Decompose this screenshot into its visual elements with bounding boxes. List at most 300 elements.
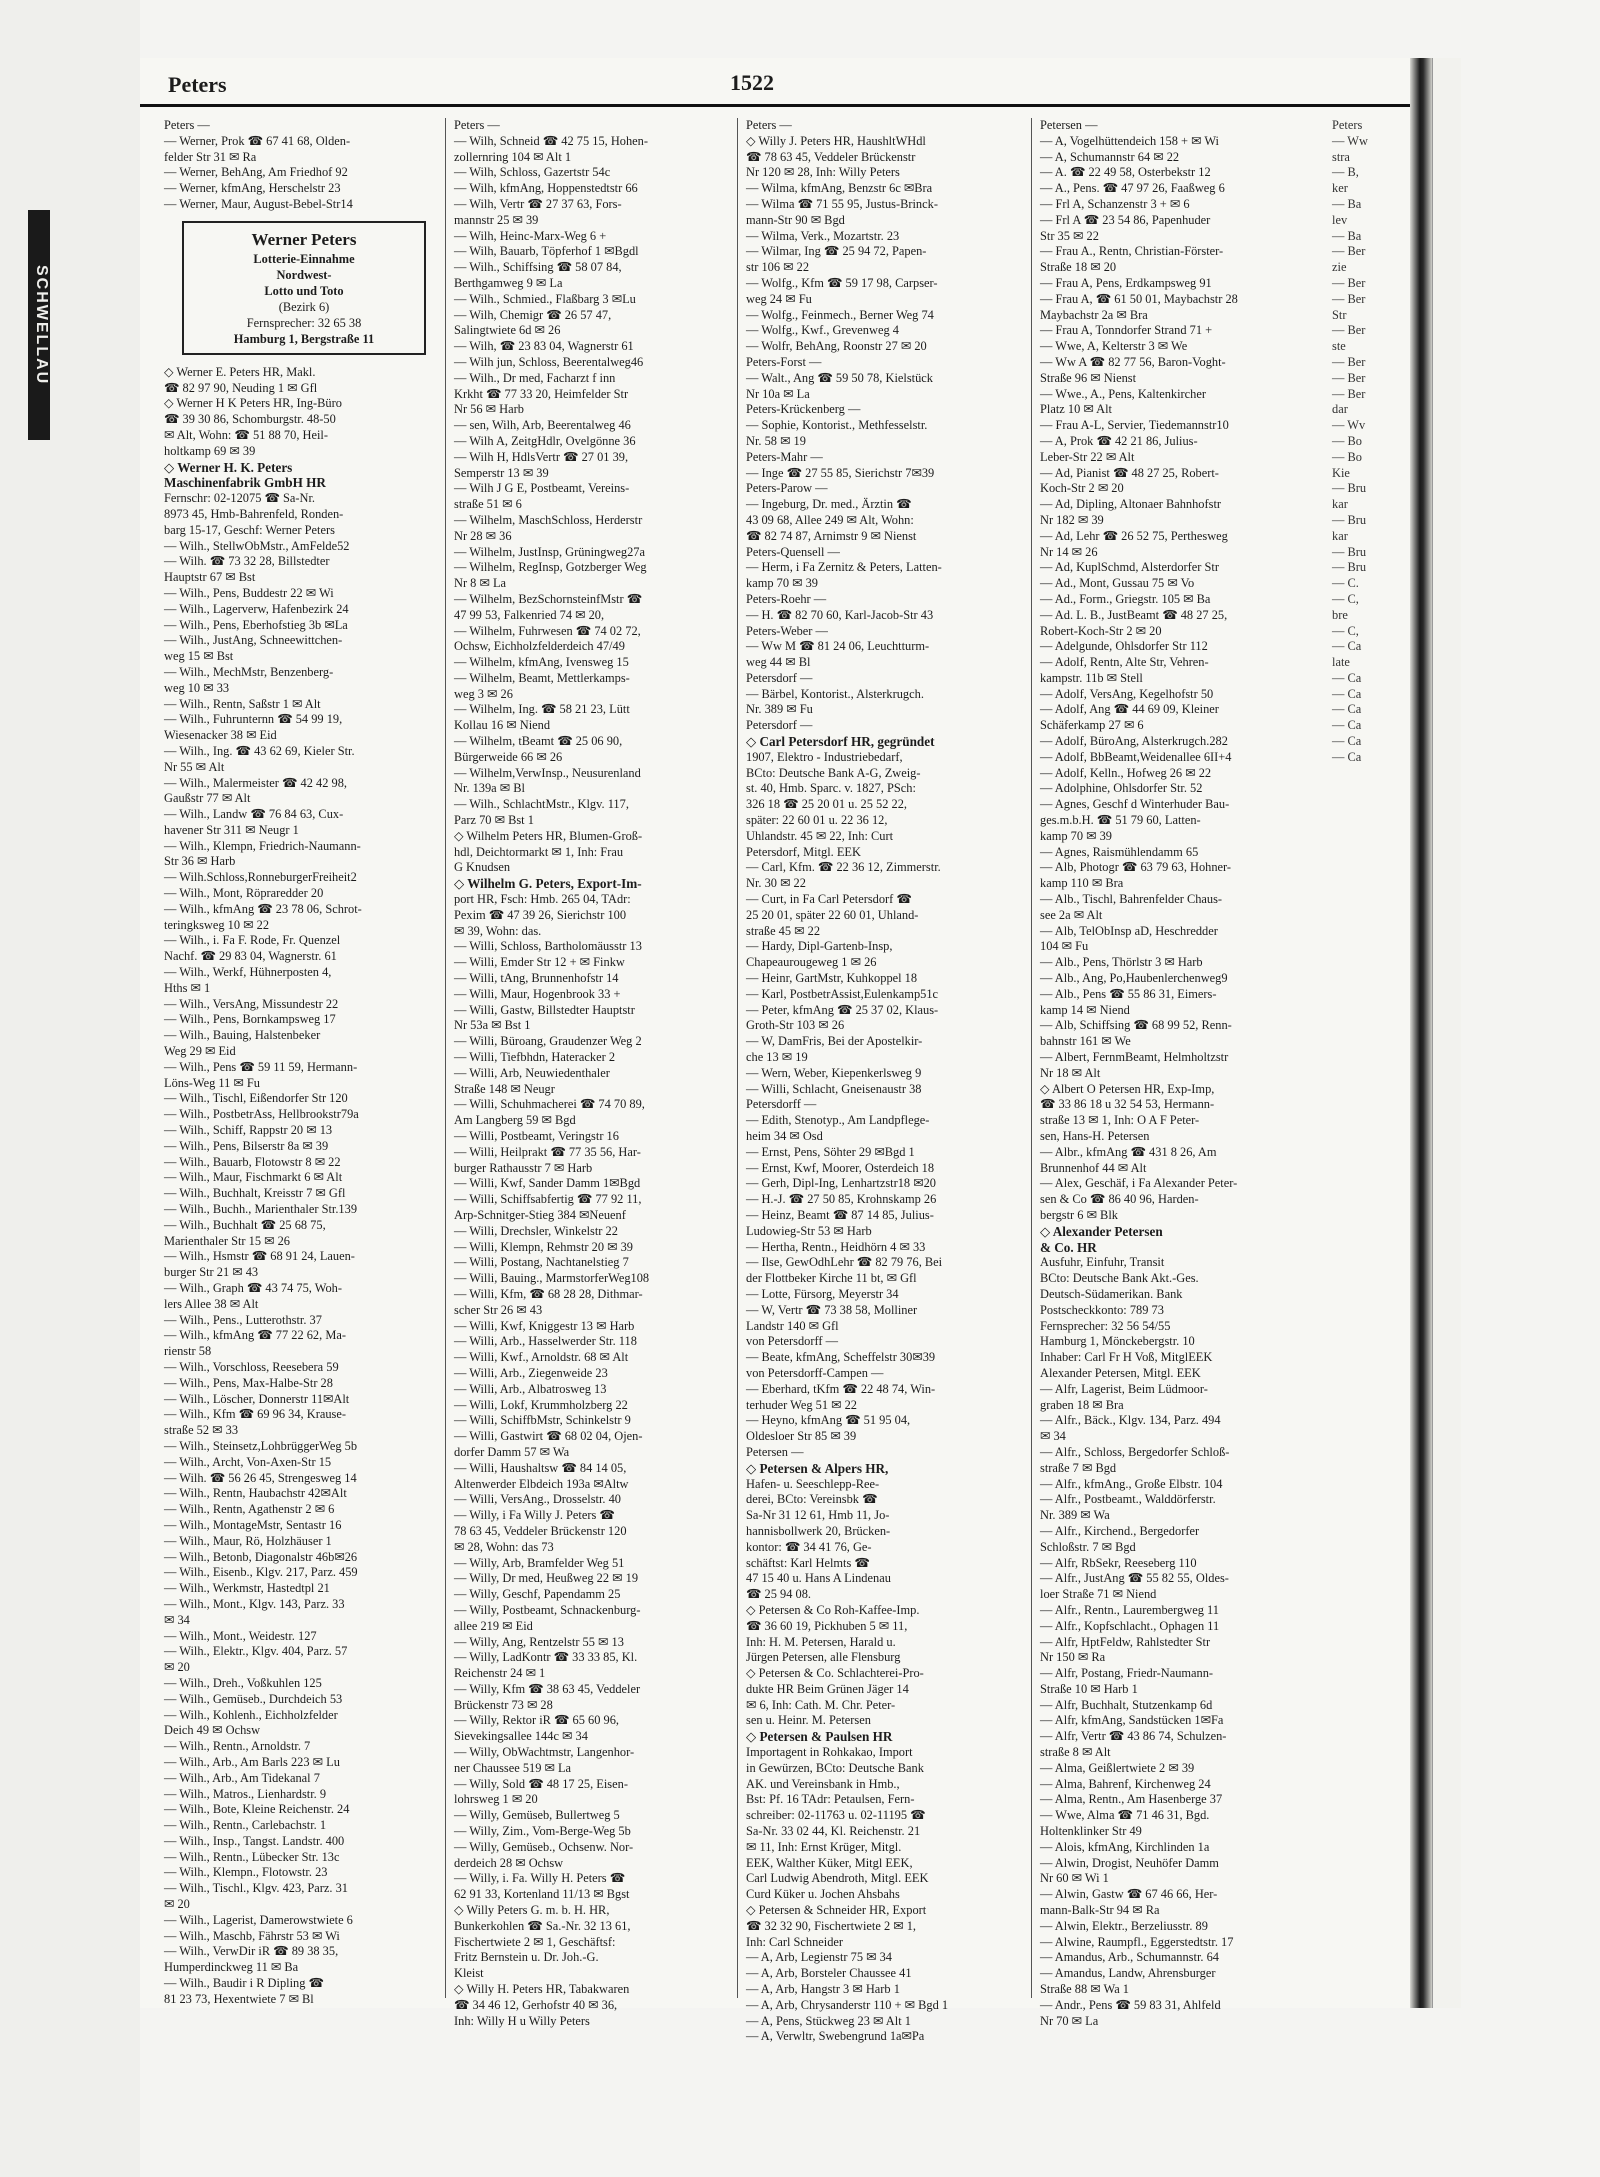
directory-entry: Ochsw, Eichholzfelderdeich 47/49 [454,639,625,654]
directory-entry: Nr 60 ✉ Wi 1 [1040,1871,1109,1886]
advert-line: Nordwest- [276,267,332,282]
directory-entry: — H.-J. ☎ 27 50 85, Krohnskamp 26 [746,1192,937,1207]
directory-entry: — Alwin, Gastw ☎ 67 46 66, Her- [1040,1887,1218,1902]
directory-entry: — Wilh., Dreh., Voßkuhlen 125 [164,1675,322,1690]
directory-entry: — Alwin, Elektr., Berzeliusstr. 89 [1040,1918,1208,1933]
directory-entry: Peters — [454,118,500,132]
directory-entry: — Wilh., Baudir i R Dipling ☎ [164,1976,324,1991]
directory-entry: Nr 55 ✉ Alt [164,759,225,774]
directory-entry: — Alfr, RbSekr, Reeseberg 110 [1040,1555,1197,1570]
directory-entry: kamp 70 ✉ 39 [746,576,818,591]
column-1 [164,118,436,2006]
directory-entry: — Ca [1332,686,1362,701]
directory-entry: — Wilhelm, RegInsp, Gotzberger Weg [454,560,647,575]
directory-entry: — Alfr., JustAng ☎ 55 82 55, Oldes- [1040,1571,1229,1586]
directory-entry: — Willi, Haushaltsw ☎ 84 14 05, [454,1460,627,1475]
directory-entry: ☎ 33 86 18 u 32 54 53, Hermann- [1040,1097,1215,1112]
directory-entry: — Wilh., Insp., Tangst. Landstr. 400 [164,1833,345,1848]
directory-entry: schäftst: Karl Helmts ☎ [746,1555,870,1570]
directory-entry: Inh: H. M. Petersen, Harald u. [746,1634,896,1649]
directory-entry: — A, Prok ☎ 42 21 86, Julius- [1040,433,1198,448]
directory-entry: — A, Arb, Hangstr 3 ✉ Harb 1 [746,1982,900,1997]
directory-entry: ◇ Petersen & Co Roh-Kaffee-Imp. [746,1602,920,1617]
directory-entry: — Frau A., Rentn, Christian-Förster- [1040,244,1224,259]
directory-entry: Peters — [164,118,210,132]
directory-entry: Straße 96 ✉ Nienst [1040,370,1137,385]
directory-entry: — Wilh., Tischl., Klgv. 423, Parz. 31 [164,1881,348,1896]
directory-entry: — Willi, Postang, Nachtanelstieg 7 [454,1255,629,1270]
directory-entry: kamp 110 ✉ Bra [1040,876,1124,891]
directory-entry: — Willi, Arb., Ziegenweide 23 [454,1365,608,1380]
directory-entry: Nr. 139a ✉ Bl [454,781,525,796]
directory-entry: — Ca [1332,639,1362,654]
directory-entry: — Gerh, Dipl-Ing, Lenhartzstr18 ✉20 [746,1176,936,1191]
directory-entry: — Ber [1332,275,1366,290]
directory-entry: — Werner, BehAng, Am Friedhof 92 [164,165,348,180]
directory-entry: — Willi, Schuhmacherei ☎ 74 70 89, [454,1097,645,1112]
directory-entry: straße 52 ✉ 33 [164,1423,239,1438]
directory-entry: — Wilh., Klempn., Flotowstr. 23 [164,1865,328,1880]
directory-entry: Gaußstr 77 ✉ Alt [164,791,251,806]
directory-entry: — Willy, Arb, Bramfelder Weg 51 [454,1555,625,1570]
directory-entry: — Wilh., StellwObMstr., AmFelde52 [164,538,350,553]
directory-entry: — Frau A, Tonndorfer Strand 71 + [1040,323,1213,338]
directory-entry: — Wilh., Rentn., Arnoldstr. 7 [164,1739,311,1754]
directory-entry: — Alfr, Vertr ☎ 43 86 74, Schulzen- [1040,1729,1227,1744]
directory-entry: — Alma, Rentn., Am Hasenberge 37 [1040,1792,1223,1807]
directory-entry: — Alb, Photogr ☎ 63 79 63, Hohner- [1040,860,1232,875]
directory-entry: — Alfr, Postang, Friedr-Naumann- [1040,1666,1214,1681]
directory-entry: — Wilh., Mont., Weidestr. 127 [164,1628,317,1643]
directory-entry: kamp 70 ✉ 39 [1040,828,1112,843]
directory-entry: — Wilh., kfmAng ☎ 77 22 62, Ma- [164,1328,346,1343]
directory-entry: Peters-Krückenberg — [746,402,861,417]
directory-entry: — Willi, Gastw, Billstedter Hauptstr [454,1002,635,1017]
directory-entry: — Wilh., Malermeister ☎ 42 42 98, [164,775,347,790]
directory-entry: Humperdinckweg 11 ✉ Ba [164,1960,299,1975]
directory-entry: — Wilh., Buchhalt, Kreisstr 7 ✉ Gfl [164,1186,346,1201]
directory-entry: — Wilh. ☎ 56 26 45, Strengesweg 14 [164,1470,357,1485]
directory-entry: Nr. 30 ✉ 22 [746,876,806,891]
directory-entry: — Bo [1332,449,1362,464]
directory-entry: — Wolfg., Kwf., Grevenweg 4 [746,323,899,338]
directory-entry: straße 7 ✉ Bgd [1040,1460,1117,1475]
directory-entry: 43 09 68, Allee 249 ✉ Alt, Wohn: [746,512,914,527]
directory-entry: — Ber [1332,323,1366,338]
directory-entry: Peters-Weber — [746,623,828,638]
directory-entry: Importagent in Rohkakao, Import [746,1745,913,1760]
directory-entry: — Heinr, GartMstr, Kuhkoppel 18 [746,971,918,986]
directory-entry: — Wilh., Pens, Bornkampsweg 17 [164,1012,336,1027]
directory-entry: — Adolf, Ang ☎ 44 69 09, Kleiner [1040,702,1219,717]
directory-entry: — Willy, Postbeamt, Schnackenburg- [454,1602,641,1617]
directory-entry: — Alb, Schiffsing ☎ 68 99 52, Renn- [1040,1018,1232,1033]
directory-entry: — Alb., Pens, Thörlstr 3 ✉ Harb [1040,955,1203,970]
directory-entry: — Wilh., kfmAng ☎ 23 78 06, Schrot- [164,901,362,916]
directory-entry: — Wilh J G E, Postbeamt, Vereins- [454,481,630,496]
directory-entry: — Willy, i Fa Willy J. Peters ☎ [454,1508,615,1523]
directory-entry: Nr 18 ✉ Alt [1040,1065,1101,1080]
directory-entry: straße 8 ✉ Alt [1040,1745,1111,1760]
directory-entry: 47 99 53, Falkenried 74 ✉ 20, [454,607,605,622]
directory-entry: Inhaber: Carl Fr H Voß, MitglEEK [1040,1350,1213,1365]
directory-entry: — Willi, Arb., Hasselwerder Str. 118 [454,1334,637,1349]
directory-entry: — sen, Wilh, Arb, Beerentalweg 46 [454,418,631,433]
directory-entry: late [1332,655,1350,670]
directory-entry: Peters — [746,118,792,132]
directory-entry: Krkht ☎ 77 33 20, Heimfelder Str [454,386,629,401]
directory-entry: — Hardy, Dipl-Gartenb-Insp, [746,939,893,954]
directory-entry: ◇ Petersen & Schneider HR, Export [746,1903,927,1918]
directory-entry: — Wern, Weber, Kiepenkerlsweg 9 [746,1065,922,1080]
directory-entry: — Albert, FernmBeamt, Helmholtzstr [1040,1050,1229,1065]
directory-entry: — Andr., Pens ☎ 59 83 31, Ahlfeld [1040,1997,1221,2012]
directory-entry: — Bru [1332,544,1367,559]
directory-entry: — Frl A ☎ 23 54 86, Papenhuder [1040,212,1211,227]
directory-entry: — Inge ☎ 27 55 85, Sierichstr 7✉39 [746,465,935,480]
directory-entry: str 106 ✉ 22 [746,260,810,275]
column-divider [737,118,738,1998]
directory-entry: — Wilh., Tischl, Eißendorfer Str 120 [164,1091,348,1106]
directory-entry: — C. [1332,576,1359,591]
directory-entry: ✉ 20 [164,1660,190,1675]
directory-entry: kampstr. 11b ✉ Stell [1040,670,1143,685]
directory-entry: — Wilh., PostbetrAss, Hellbrookstr79a [164,1107,359,1122]
directory-entry: BCto: Deutsche Bank Akt.-Ges. [1040,1271,1199,1286]
directory-entry: Peters-Parow — [746,481,828,496]
directory-entry: Alexander Petersen, Mitgl. EEK [1040,1365,1201,1380]
directory-entry: sen u. Heinr. M. Petersen [746,1713,871,1728]
directory-entry: — Wilhelm, tBeamt ☎ 25 06 90, [454,734,623,749]
directory-entry: — Bru [1332,512,1367,527]
directory-entry: — Herm, i Fa Zernitz & Peters, Latten- [746,560,942,575]
directory-entry: — Ca [1332,670,1362,685]
directory-entry: — Willi, Schiffsabfertig ☎ 77 92 11, [454,1192,642,1207]
directory-entry: hdl, Deichtormarkt ✉ 1, Inh: Frau [454,844,624,859]
directory-entry: Bst: Pf. 16 TAdr: Petaulsen, Fern- [746,1792,915,1807]
directory-entry: — Willy, Gemüseb, Bullertweg 5 [454,1808,620,1823]
directory-entry: — Wilma, Verk., Mozartstr. 23 [746,228,900,243]
directory-entry: — Amandus, Landw, Ahrensburger [1040,1966,1216,1981]
directory-entry: — Alma, Geißlertwiete 2 ✉ 39 [1040,1760,1195,1775]
directory-entry: Straße 148 ✉ Neugr [454,1081,555,1096]
directory-entry: Schloßstr. 7 ✉ Bgd [1040,1539,1136,1554]
directory-entry: Str 35 ✉ 22 [1040,228,1099,243]
directory-entry: Peters [1332,118,1363,132]
directory-entry: Nr. 389 ✉ Wa [1040,1508,1110,1523]
directory-entry: — Wolfg., Kfm ☎ 59 17 98, Carpser- [746,275,938,290]
directory-entry: allee 219 ✉ Eid [454,1618,533,1633]
directory-entry: — Ww A ☎ 82 77 56, Baron-Voght- [1040,354,1226,369]
directory-entry: — Alois, kfmAng, Kirchlinden 1a [1040,1839,1210,1854]
directory-entry: zollernring 104 ✉ Alt 1 [454,149,572,164]
directory-entry: — Adolphine, Ohlsdorfer Str. 52 [1040,781,1203,796]
directory-entry: — Wilh., Rentn, Agathenstr 2 ✉ 6 [164,1502,335,1517]
directory-entry: — Wilh., Hsmstr ☎ 68 91 24, Lauen- [164,1249,355,1264]
directory-entry: — Alfr., Schloss, Bergedorfer Schloß- [1040,1444,1230,1459]
directory-entry: — A., Pens. ☎ 47 97 26, Faaßweg 6 [1040,181,1225,196]
directory-entry: kar [1332,528,1348,543]
directory-entry: in Gewürzen, BCto: Deutsche Bank [746,1760,924,1775]
directory-entry: — Wilh., Kohlenh., Eichholzfelder [164,1707,338,1722]
directory-entry: — Edith, Stenotyp., Am Landpflege- [746,1113,930,1128]
directory-entry: — Ad, KuplSchmd, Alsterdorfer Str [1040,560,1219,575]
advert-line: (Bezirk 6) [278,299,330,314]
directory-entry: — Alb., Pens ☎ 55 86 31, Eimers- [1040,986,1217,1001]
directory-entry: 1907, Elektro - Industriebedarf, [746,749,903,764]
directory-entry: — Curt, in Fa Carl Petersdorf ☎ [746,892,912,907]
directory-entry: — Agnes, Geschf d Winterhuder Bau- [1040,797,1230,812]
directory-entry: — Alfr, Lagerist, Beim Lüdmoor- [1040,1381,1208,1396]
directory-entry: 326 18 ☎ 25 20 01 u. 25 52 22, [746,797,908,812]
directory-entry: — Alfr., Kirchend., Bergedorfer [1040,1523,1200,1538]
directory-entry: port HR, Fsch: Hmb. 265 04, TAdr: [454,892,631,907]
directory-entry: — Peter, kfmAng ☎ 25 37 02, Klaus- [746,1002,939,1017]
directory-entry: burger Str 21 ✉ 43 [164,1265,259,1280]
directory-entry: — Wilh., Schiff, Rappstr 20 ✉ 13 [164,1123,333,1138]
directory-entry: — Willi, SchiffbMstr, Schinkelstr 9 [454,1413,631,1428]
directory-entry: ✉ Alt, Wohn: ☎ 51 88 70, Heil- [164,427,328,442]
directory-entry: — Wilh., Rentn., Carlebachstr. 1 [164,1818,327,1833]
directory-entry: — Wilhelm, Beamt, Mettlerkamps- [454,670,630,685]
directory-entry: — Wilh., Maur, Fischmarkt 6 ✉ Alt [164,1170,343,1185]
directory-entry: — Karl, PostbetrAssist,Eulenkamp51c [746,986,939,1001]
directory-entry: Parz 70 ✉ Bst 1 [454,813,534,828]
directory-entry: ◇ Wilhelm G. Peters, Export-Im- [454,876,642,892]
directory-entry: — C, [1332,591,1359,606]
directory-entry: Fischertwiete 2 ✉ 1, Geschäftsf: [454,1934,616,1949]
directory-entry: — Wilma ☎ 71 55 95, Justus-Brinck- [746,196,938,211]
directory-entry: — Albr., kfmAng ☎ 431 8 26, Am [1040,1144,1217,1159]
directory-entry: — Willi, Drechsler, Winkelstr 22 [454,1223,618,1238]
directory-entry: — Willi, Schlacht, Gneisenaustr 38 [746,1081,922,1096]
directory-entry: — Wilh., Bauing, Halstenbeker [164,1028,321,1043]
directory-entry: havener Str 311 ✉ Neugr 1 [164,822,299,837]
directory-entry: — Wilh jun, Schloss, Beerentalweg46 [454,354,644,369]
directory-entry: ✉ 6, Inh: Cath. M. Chr. Peter- [746,1697,896,1712]
directory-entry: Marienthaler Str 15 ✉ 26 [164,1233,290,1248]
directory-entry: — Wilh., Kfm ☎ 69 96 34, Krause- [164,1407,346,1422]
directory-entry: dukte HR Beim Grünen Jäger 14 [746,1681,909,1696]
directory-entry: — Wilma, kfmAng, Benzstr 6c ✉Bra [746,181,933,196]
directory-entry: — Wilh., Löscher, Donnerstr 11✉Alt [164,1391,350,1406]
directory-entry: lers Allee 38 ✉ Alt [164,1296,259,1311]
directory-entry: — Willi, Lokf, Krummholzberg 22 [454,1397,628,1412]
directory-entry: — Wilh., Archt, Von-Axen-Str 15 [164,1454,332,1469]
directory-entry: der Flottbeker Kirche 11 bt, ✉ Gfl [746,1271,917,1286]
directory-entry: weg 10 ✉ 33 [164,680,230,695]
directory-entry: — Alma, Bahrenf, Kirchenweg 24 [1040,1776,1211,1791]
advert-box [182,221,426,355]
directory-entry: Carl Ludwig Abendroth, Mitgl. EEK [746,1871,929,1886]
directory-entry: ◇ Alexander Petersen [1040,1223,1163,1239]
directory-entry: straße 45 ✉ 22 [746,923,821,938]
directory-entry: Peters-Roehr — [746,591,827,606]
directory-entry: — Wilh A, ZeitgHdlr, Ovelgönne 36 [454,433,636,448]
directory-entry: Deutsch-Südamerikan. Bank [1040,1286,1183,1301]
directory-entry: — Wilh., VerwDir iR ☎ 89 38 35, [164,1944,339,1959]
directory-entry: — Wilh., Pens, Buddestr 22 ✉ Wi [164,585,334,600]
directory-entry: Nachf. ☎ 29 83 04, Wagnerstr. 61 [164,949,337,964]
directory-entry: — Ber [1332,244,1366,259]
directory-entry: — Wilh., Gemüseb., Durchdeich 53 [164,1691,343,1706]
directory-entry: — Alb, TelObInsp aD, Heschredder [1040,923,1218,938]
directory-entry: — Bo [1332,433,1362,448]
directory-entry: — Willy, ObWachtmstr, Langenhor- [454,1745,635,1760]
directory-entry: — Werner, kfmAng, Herschelstr 23 [164,181,341,196]
directory-entry: derei, BCto: Vereinsbk ☎ [746,1492,878,1507]
directory-entry: — Willy, Gemüseb., Ochsenw. Nor- [454,1839,634,1854]
directory-entry: 78 63 45, Veddeler Brückenstr 120 [454,1523,627,1538]
directory-entry: — Ernst, Kwf, Moorer, Osterdeich 18 [746,1160,935,1175]
directory-entry: — A, Arb, Chrysanderstr 110 + ✉ Bgd 1 [746,1997,949,2012]
directory-entry: Str [1332,307,1347,322]
directory-entry: kar [1332,497,1348,512]
directory-entry: — Adelgunde, Ohlsdorfer Str 112 [1040,639,1208,654]
directory-entry: — Alwin, Drogist, Neuhöfer Damm [1040,1855,1219,1870]
directory-entry: Petersdorf — [746,718,813,733]
directory-entry: — Willy, Geschf, Papendamm 25 [454,1587,621,1602]
directory-entry: Wiesenacker 38 ✉ Eid [164,728,277,743]
directory-entry: — Alfr., Bäck., Klgv. 134, Parz. 494 [1040,1413,1221,1428]
directory-entry: — Wilh, ☎ 23 83 04, Wagnerstr 61 [454,339,634,354]
directory-entry: Petersdorf — [746,670,813,685]
directory-entry: — Hertha, Rentn., Heidhörn 4 ✉ 33 [746,1239,926,1254]
directory-entry: — Willy, Zim., Vom-Berge-Weg 5b [454,1824,631,1839]
directory-entry: Petersdorf, Mitgl. EEK [746,844,861,859]
directory-entry: Nr 70 ✉ La [1040,2013,1099,2028]
advert-lines [188,251,420,331]
directory-entry: — Wilh. ☎ 73 32 28, Billstedter [164,554,330,569]
directory-entry: Arp-Schnitger-Stieg 384 ✉Neuenf [454,1207,626,1222]
directory-entry: ner Chaussee 519 ✉ La [454,1760,572,1775]
left-margin [0,0,140,2177]
directory-entry: scher Str 26 ✉ 43 [454,1302,543,1317]
directory-entry: — Willy, Ang, Rentzelstr 55 ✉ 13 [454,1634,624,1649]
directory-entry: — Bru [1332,481,1367,496]
directory-entry: Maschinenfabrik GmbH HR [164,475,326,491]
columns [164,118,1410,2044]
directory-entry: — Ilse, GewOdhLehr ☎ 82 79 76, Bei [746,1255,943,1270]
directory-entry: — Ad., Mont, Gussau 75 ✉ Vo [1040,576,1195,591]
directory-entry: terhuder Weg 51 ✉ 22 [746,1397,858,1412]
directory-entry: 104 ✉ Fu [1040,939,1089,954]
directory-entry: Oldesloer Str 85 ✉ 39 [746,1429,857,1444]
directory-entry: ◇ Willy H. Peters HR, Tabakwaren [454,1982,630,1997]
directory-entry: Pexim ☎ 47 39 26, Sierichstr 100 [454,907,627,922]
directory-entry: — Adolf, VersAng, Kegelhofstr 50 [1040,686,1214,701]
directory-entry: dar [1332,402,1348,417]
directory-entry: Straße 88 ✉ Wa 1 [1040,1982,1129,1997]
directory-entry: ◇ Willy Peters G. m. b. H. HR, [454,1903,610,1918]
directory-entry: — Alfr., Postbeamt., Walddörferstr. [1040,1492,1216,1507]
page-number: 1522 [730,70,774,95]
directory-entry: — Wilh., Steinsetz,LohbrüggerWeg 5b [164,1438,358,1453]
advert-line: Fernsprecher: 32 65 38 [246,315,362,330]
directory-entry: — Ad, Dipling, Altonaer Bahnhofstr [1040,497,1222,512]
directory-entry: 81 23 73, Hexentwiete 7 ✉ Bl [164,1991,314,2006]
column-3 [746,118,1022,2044]
directory-entry: Fernsprecher: 32 56 54/55 [1040,1318,1171,1333]
directory-entry: — Amandus, Arb., Schumannstr. 64 [1040,1950,1219,1965]
directory-entry: Uhlandstr. 45 ✉ 22, Inh: Curt [746,828,894,843]
directory-entry: — Wwe., A., Pens, Kaltenkircher [1040,386,1206,401]
directory-entry: rienstr 58 [164,1344,212,1359]
directory-entry: ✉ 34 [164,1612,190,1627]
directory-entry: ✉ 28, Wohn: das 73 [454,1539,554,1554]
directory-entry: BCto: Deutsche Bank A-G, Zweig- [746,765,921,780]
directory-entry: Hafen- u. Seeschlepp-Ree- [746,1476,880,1491]
directory-entry: — Wilh., Lagerverw, Hafenbezirk 24 [164,601,349,616]
directory-entry: — Willi, Bauing., MarmstorferWeg108 [454,1271,650,1286]
directory-entry: — Ba [1332,196,1362,211]
directory-entry: ◇ Wilhelm Peters HR, Blumen-Groß- [454,828,643,843]
directory-entry: Fernschr: 02-12075 ☎ Sa-Nr. [164,491,316,506]
book-gutter [1410,58,1432,2008]
directory-entry: — Ww M ☎ 81 24 06, Leuchtturm- [746,639,930,654]
directory-entry: Sievekingsallee 144c ✉ 34 [454,1729,588,1744]
directory-entry: — Willi, Kwf, Kniggestr 13 ✉ Harb [454,1318,635,1333]
directory-entry: — Ernst, Pens, Söhter 29 ✉Bgd 1 [746,1144,915,1159]
directory-entry: — Willi, Heilprakt ☎ 77 35 56, Har- [454,1144,641,1159]
directory-entry: — Wilh., Vorschloss, Reesebera 59 [164,1359,339,1374]
directory-entry: Kleist [454,1966,484,1981]
directory-entry: — Willi, Klempn, Rehmstr 20 ✉ 39 [454,1239,633,1254]
directory-entry: — Wilh., Ing. ☎ 43 62 69, Kieler Str. [164,743,355,758]
directory-entry: — Wilmar, Ing ☎ 25 94 72, Papen- [746,244,927,259]
column-divider [445,118,446,1998]
directory-entry: — Wilh., Rentn, Haubachstr 42✉Alt [164,1486,347,1501]
directory-entry: — Ad., Form., Griegstr. 105 ✉ Ba [1040,591,1211,606]
directory-entry: — Alwine, Raumpfl., Eggerstedtstr. 17 [1040,1934,1234,1949]
directory-entry: — Heinz, Beamt ☎ 87 14 85, Julius- [746,1207,934,1222]
directory-entry: — Wolfr, BehAng, Roonstr 27 ✉ 20 [746,339,927,354]
directory-entry: Kie [1332,465,1350,480]
directory-entry: Nr 28 ✉ 36 [454,528,512,543]
column-4 [1040,118,1320,2028]
directory-entry: — Wilh H, HdlsVertr ☎ 27 01 39, [454,449,629,464]
directory-entry: Bürgerweide 66 ✉ 26 [454,749,563,764]
directory-entry: Bunkerkohlen ☎ Sa.-Nr. 32 13 61, [454,1918,631,1933]
advert-address: Hamburg 1, Bergstraße 11 [233,331,375,346]
directory-entry: Peters-Forst — [746,354,822,369]
directory-entry: — Wilh, Chemigr ☎ 26 57 47, [454,307,612,322]
directory-entry: che 13 ✉ 19 [746,1050,808,1065]
directory-entry: — Willy, Sold ☎ 48 17 25, Eisen- [454,1776,628,1791]
directory-entry: Petersdorff — [746,1097,817,1112]
directory-entry: — Wilh., Eisenb., Klgv. 217, Parz. 459 [164,1565,358,1580]
directory-entry: ✉ 20 [164,1897,190,1912]
directory-entry: — Ca [1332,702,1362,717]
directory-entry: Sa-Nr. 33 02 44, Kl. Reichenstr. 21 [746,1824,921,1839]
thumb-index-tab: SCHWELLAU [28,210,50,440]
directory-entry: — Wilhelm, MaschSchloss, Herderstr [454,512,643,527]
directory-entry: AK. und Vereinsbank in Hmb., [746,1776,900,1791]
directory-entry: Leber-Str 22 ✉ Alt [1040,449,1135,464]
directory-entry: ☎ 78 63 45, Veddeler Brückenstr [746,149,916,164]
directory-entry: felder Str 31 ✉ Ra [164,149,257,164]
directory-entry: — Heyno, kfmAng ☎ 51 95 04, [746,1413,911,1428]
directory-entry: burger Rathausstr 7 ✉ Harb [454,1160,593,1175]
directory-entry: — Wilh., Schmied., Flaßbarg 3 ✉Lu [454,291,636,306]
directory-entry: Landstr 140 ✉ Gfl [746,1318,839,1333]
directory-entry: — Wilh, Heinc-Marx-Weg 6 + [454,228,607,243]
directory-entry: — Wilh., Mont., Klgv. 143, Parz. 33 [164,1596,345,1611]
directory-entry: — Alfr, kfmAng, Sandstücken 1✉Fa [1040,1713,1224,1728]
directory-entry: — Ber [1332,386,1366,401]
directory-entry: — Wilh., Bauarb, Flotowstr 8 ✉ 22 [164,1154,341,1169]
directory-entry: Nr 8 ✉ La [454,576,507,591]
